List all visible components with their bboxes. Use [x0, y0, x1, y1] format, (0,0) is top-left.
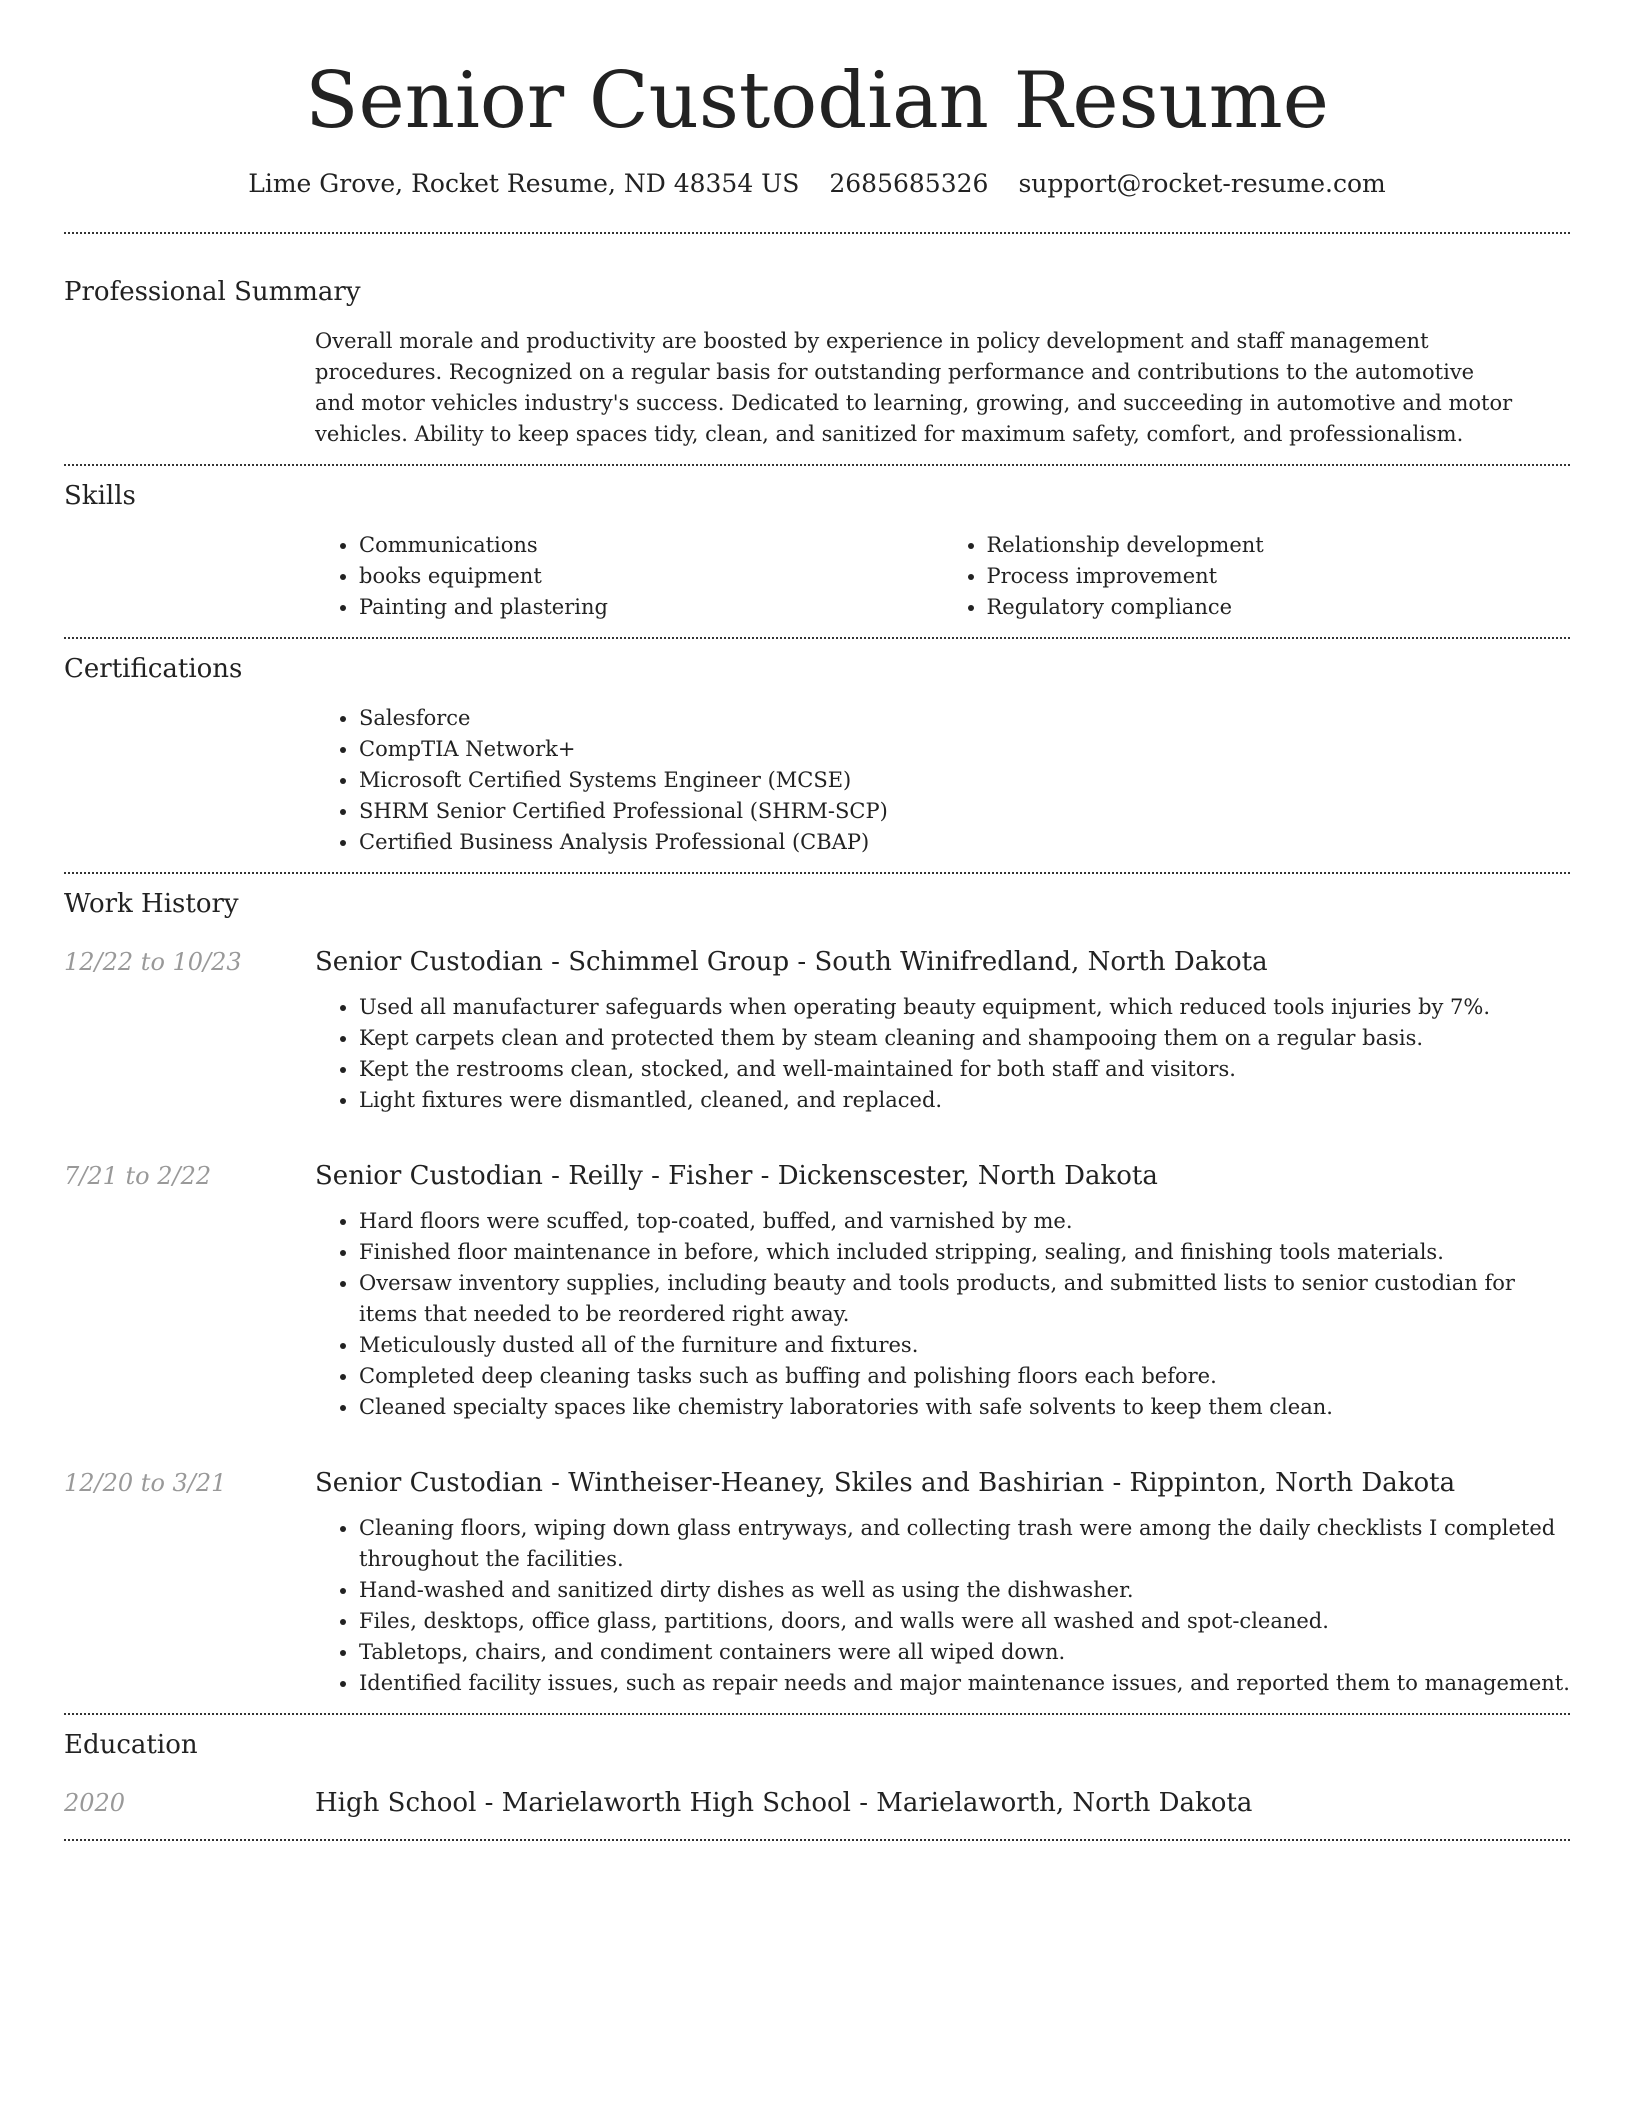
education-date: 2020	[64, 1789, 126, 1817]
certification-item: • Microsoft Certified Systems Engineer (MCSE)	[359, 765, 1570, 796]
skill-item: • Process improvement	[987, 561, 1571, 592]
skill-item: • Relationship development	[987, 530, 1571, 561]
certification-item: • CompTIA Network+	[359, 734, 1570, 765]
certifications-list	[315, 703, 1570, 858]
job-title: Senior Custodian - Wintheiser-Heaney, Skiles and Bashirian - Rippinton, North Dakota	[315, 1468, 1456, 1498]
job-entry	[64, 944, 1570, 980]
certification-item: • Salesforce	[359, 703, 1570, 734]
summary-text: Overall morale and productivity are boosted by experience in policy development and staff management procedures. Recognized on a regular basis for outstanding performance and contributions to the automotive and motor vehicles industry's success. Dedicated to learning, growing, and succeeding in automotive and motor vehicles. Ability to keep spaces tidy, clean, and sanitized for maximum safety, comfort, and professionalism.	[315, 329, 1513, 446]
skills-column-right	[943, 530, 1571, 623]
contact-address: Lime Grove, Rocket Resume, ND 48354 US	[248, 169, 800, 198]
job-duty: • Cleaning floors, wiping down glass entryways, and collecting trash were among the daily checklists I completed throughout the facilities.	[359, 1513, 1570, 1575]
job-duty: • Finished floor maintenance in before, which included stripping, sealing, and finishing tools materials.	[359, 1237, 1570, 1268]
education-title: High School - Marielaworth High School - Marielaworth, North Dakota	[315, 1788, 1253, 1818]
job-duty: • Cleaned specialty spaces like chemistry laboratories with safe solvents to keep them clean.	[359, 1392, 1570, 1423]
section-divider	[64, 464, 1570, 466]
job-duties	[315, 1206, 1570, 1423]
contact-line	[64, 164, 1570, 204]
section-divider	[64, 1713, 1570, 1715]
resume-page	[64, 0, 1570, 1841]
skill-item: • Communications	[359, 530, 943, 561]
skills-column-left	[315, 530, 943, 623]
certifications-heading: Certifications	[64, 654, 243, 684]
job-dates: 7/21 to 2/22	[64, 1162, 212, 1190]
skills-list	[315, 530, 1570, 623]
job-duty: • Kept the restrooms clean, stocked, and well-maintained for both staff and visitors.	[359, 1054, 1570, 1085]
work-history-heading: Work History	[64, 889, 239, 919]
job-duty: • Hard floors were scuffed, top-coated, buffed, and varnished by me.	[359, 1206, 1570, 1237]
job-duty: • Used all manufacturer safeguards when operating beauty equipment, which reduced tools injuries by 7%.	[359, 992, 1570, 1023]
job-title: Senior Custodian - Schimmel Group - South Winifredland, North Dakota	[315, 947, 1268, 977]
job-duties	[315, 992, 1570, 1116]
education-entry	[64, 1785, 1570, 1821]
job-duty: • Identified facility issues, such as repair needs and major maintenance issues, and reported them to management.	[359, 1668, 1570, 1699]
skill-item: • Painting and plastering	[359, 592, 943, 623]
job-duty: • Completed deep cleaning tasks such as buffing and polishing floors each before.	[359, 1361, 1570, 1392]
resume-title: Senior Custodian Resume	[305, 56, 1329, 146]
job-duty: • Oversaw inventory supplies, including beauty and tools products, and submitted lists to senior custodian for items that needed to be reordered right away.	[359, 1268, 1570, 1330]
skill-item: • books equipment	[359, 561, 943, 592]
section-divider	[64, 872, 1570, 874]
job-duties	[315, 1513, 1570, 1699]
job-duty: • Tabletops, chairs, and condiment containers were all wiped down.	[359, 1637, 1570, 1668]
job-duty: • Hand-washed and sanitized dirty dishes as well as using the dishwasher.	[359, 1575, 1570, 1606]
job-duty: • Kept carpets clean and protected them by steam cleaning and shampooing them on a regular basis.	[359, 1023, 1570, 1054]
section-divider	[64, 637, 1570, 639]
job-duty: • Meticulously dusted all of the furniture and fixtures.	[359, 1330, 1570, 1361]
skill-item: • Regulatory compliance	[987, 592, 1571, 623]
certification-item: • SHRM Senior Certified Professional (SHRM-SCP)	[359, 796, 1570, 827]
job-dates: 12/20 to 3/21	[64, 1469, 227, 1497]
skills-heading: Skills	[64, 481, 136, 511]
certification-item: • Certified Business Analysis Professional (CBAP)	[359, 827, 1570, 858]
job-title: Senior Custodian - Reilly - Fisher - Dickenscester, North Dakota	[315, 1161, 1158, 1191]
job-duty: • Light fixtures were dismantled, cleaned, and replaced.	[359, 1085, 1570, 1116]
section-divider	[64, 232, 1570, 234]
summary-heading: Professional Summary	[64, 277, 361, 307]
job-entry	[64, 1158, 1570, 1194]
education-heading: Education	[64, 1730, 198, 1760]
job-dates: 12/22 to 10/23	[64, 948, 242, 976]
contact-phone: 2685685326	[829, 169, 989, 198]
section-divider	[64, 1839, 1570, 1841]
contact-email: support@rocket-resume.com	[1018, 169, 1386, 198]
job-entry	[64, 1465, 1570, 1501]
job-duty: • Files, desktops, office glass, partitions, doors, and walls were all washed and spot-cleaned.	[359, 1606, 1570, 1637]
